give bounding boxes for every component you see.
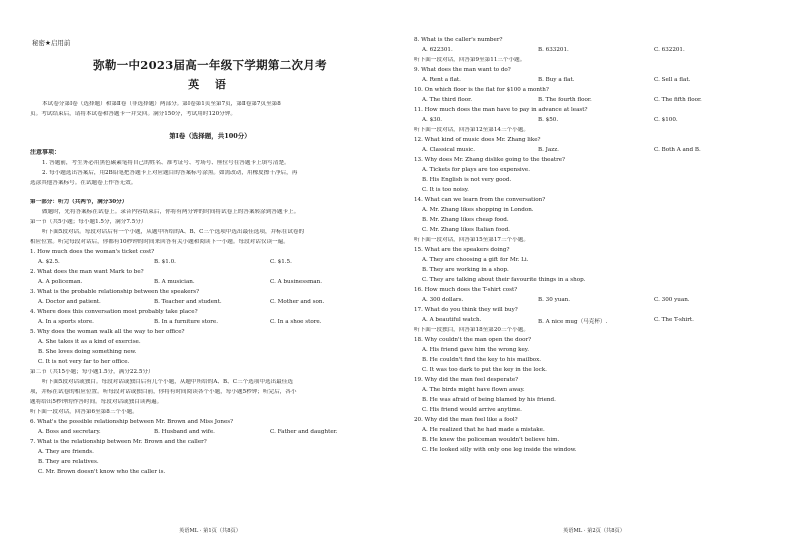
- option-c: C. In a shoe store.: [270, 319, 322, 325]
- secret-label: 秘密★启用前: [32, 39, 71, 47]
- option-a: A. She takes it as a kind of exercise.: [38, 339, 141, 345]
- option-b: B. The fourth floor.: [538, 97, 592, 103]
- listening-section2: 第二节（共15小题；每小题1.5分，满分22.5分）: [30, 369, 154, 375]
- option-b: B. A nice mug（马克杯）.: [538, 319, 608, 325]
- question-stem: 12. What kind of music does Mr. Zhang like?: [414, 137, 541, 143]
- option-b: B. 633201.: [538, 47, 569, 53]
- question-stem: 18. Why couldn't the man open the door?: [414, 337, 532, 343]
- page-left: [30, 0, 390, 544]
- question-stem: 15. What are the speakers doing?: [414, 247, 510, 253]
- notice-line: 2. 每小题选出答案后，用2B铅笔把答题卡上对应题目的答案标号涂黑。如需改动，用橡皮擦干净后，再: [42, 170, 298, 176]
- option-c: C. Sell a flat.: [654, 77, 691, 83]
- option-b: B. They are working in a shop.: [422, 267, 509, 273]
- option-c: C. It is too noisy.: [422, 187, 469, 193]
- option-c: C. $100.: [654, 117, 678, 123]
- option-b: B. He couldn't find the key to his mailbox.: [422, 357, 542, 363]
- intro-line: 本试卷分第Ⅰ卷（选择题）和第Ⅱ卷（非选择题）两部分。第Ⅰ卷第1页至第7页，第Ⅱ卷第7页至第8: [42, 101, 281, 107]
- option-a: A. His friend gave him the wrong key.: [422, 347, 529, 353]
- option-a: A. 622301.: [422, 47, 453, 53]
- option-c: C. The T-shirt.: [654, 317, 694, 323]
- option-b: B. His English is not very good.: [422, 177, 512, 183]
- question-stem: 6. What's the possible relationship between Mr. Brown and Miss Jones?: [30, 419, 234, 425]
- notice-heading: 注意事项：: [30, 149, 61, 156]
- option-c: C. A businessman.: [270, 279, 322, 285]
- question-stem: 11. How much does the man have to pay in advance at least?: [414, 107, 588, 113]
- option-b: B. $1.0.: [154, 259, 176, 265]
- question-stem: 4. Where does this conversation most probably take place?: [30, 309, 198, 315]
- option-a: A. In a sports store.: [38, 319, 94, 325]
- option-c: C. He looked silly with only one leg inside the window.: [422, 447, 577, 453]
- option-b: B. He was afraid of being blamed by his friend.: [422, 397, 556, 403]
- option-c: C. $1.5.: [270, 259, 292, 265]
- intro-line: 页。考试结束后，请将本试卷和答题卡一并交回。满分150分，考试用时120分钟。: [30, 111, 236, 117]
- question-stem: 5. Why does the woman walk all the way to her office?: [30, 329, 185, 335]
- question-stem: 14. What can we learn from the conversation?: [414, 197, 546, 203]
- option-a: A. $2.5.: [38, 259, 60, 265]
- option-c: C. It is not very far to her office.: [38, 359, 130, 365]
- option-b: B. He knew the policeman wouldn't believe him.: [422, 437, 560, 443]
- listening-section2: 听下面5段对话或独白。每段对话或独白后有几个小题，从题中所给的A、B、C三个选项中选出最佳选: [42, 379, 293, 385]
- option-a: A. The birds might have flown away.: [422, 387, 525, 393]
- option-b: B. Buy a flat.: [538, 77, 575, 83]
- option-b: B. They are relatives.: [38, 459, 99, 465]
- option-c: C. Father and daughter.: [270, 429, 338, 435]
- listening-note: 听下面一段对话，回答第15至第17三个小题。: [414, 237, 529, 243]
- option-c: C. The fifth floor.: [654, 97, 702, 103]
- option-c: C. Mr. Zhang likes Italian food.: [422, 227, 510, 233]
- listening-section2: 听下面一段对话，回答第6至第8三个小题。: [30, 409, 138, 415]
- option-a: A. Boss and secretary.: [38, 429, 101, 435]
- notice-line: 选涂其他答案标号。在试题卷上作答无效。: [30, 180, 137, 186]
- option-c: C. They are talking about their favourite things in a shop.: [422, 277, 586, 283]
- listening-section2: 项，并标在试卷的相应位置。听每段对话或独白前，你将有时间阅读各个小题，每小题5秒钟；听完后，各小: [30, 389, 297, 395]
- option-c: C. His friend would arrive anytime.: [422, 407, 522, 413]
- option-c: C. 632201.: [654, 47, 685, 53]
- question-stem: 10. On which floor is the flat for $100 a month?: [414, 87, 549, 93]
- question-stem: 1. How much does the woman's ticket cost?: [30, 249, 155, 255]
- option-a: A. 300 dollars.: [422, 297, 464, 303]
- option-c: C. Both A and B.: [654, 147, 701, 153]
- listening-desc: 做题时，先将答案标在试卷上。录音内容结束后，你将有两分钟的时间将试卷上的答案转涂到答题卡上。: [42, 209, 300, 215]
- option-a: A. They are choosing a gift for Mr. Li.: [422, 257, 529, 263]
- listening-note: 听下面一段独白，回答第18至第20三个小题。: [414, 327, 529, 333]
- page-right: [414, 0, 774, 544]
- option-a: A. They are friends.: [38, 449, 94, 455]
- notice-line: 1. 答题前，考生务必用黑色碳素笔将自己的姓名、准考证号、考场号、座位号在答题卡上填写清楚。: [42, 160, 290, 166]
- option-a: A. The third floor.: [422, 97, 472, 103]
- page-footer-right: 英语ML · 第2页（共8页）: [563, 528, 625, 534]
- question-stem: 2. What does the man want Mark to be?: [30, 269, 144, 275]
- option-b: B. Jazz.: [538, 147, 559, 153]
- option-b: B. Teacher and student.: [154, 299, 222, 305]
- option-b: B. 30 yuan.: [538, 297, 571, 303]
- option-b: B. Mr. Zhang likes cheap food.: [422, 217, 509, 223]
- option-c: C. Mr. Brown doesn't know who the caller is.: [38, 469, 166, 475]
- option-c: C. It was too dark to put the key in the lock.: [422, 367, 547, 373]
- listening-heading: 第一部分：听力（共两节，满分30分）: [30, 199, 128, 205]
- question-stem: 19. Why did the man feel desperate?: [414, 377, 519, 383]
- option-b: B. $50.: [538, 117, 559, 123]
- question-stem: 8. What is the caller's number?: [414, 37, 503, 43]
- question-stem: 3. What is the probable relationship between the speakers?: [30, 289, 200, 295]
- listening-desc: 听下面5段对话。每段对话后有一个小题，从题中所给的A、B、C三个选项中选出最佳选项，并标在试卷的: [42, 229, 305, 235]
- question-stem: 20. Why did the man feel like a fool?: [414, 417, 518, 423]
- option-a: A. Tickets for plays are too expensive.: [422, 167, 530, 173]
- option-b: B. She loves doing something new.: [38, 349, 137, 355]
- option-a: A. Doctor and patient.: [38, 299, 101, 305]
- option-a: A. A beautiful watch.: [422, 317, 482, 323]
- page-footer-left: 英语ML · 第1页（共8页）: [179, 528, 241, 534]
- option-a: A. $30.: [422, 117, 443, 123]
- part1-title: 第Ⅰ卷（选择题，共100分）: [169, 132, 251, 140]
- question-stem: 13. Why does Mr. Zhang dislike going to the theatre?: [414, 157, 566, 163]
- listening-section2: 题将给出5秒钟的作答时间。每段对话或独白读两遍。: [30, 399, 163, 405]
- exam-title: 弥勒一中2023届高一年级下学期第二次月考: [93, 58, 327, 72]
- option-a: A. Classical music.: [422, 147, 476, 153]
- option-a: A. Rent a flat.: [422, 77, 461, 83]
- option-b: B. A musician.: [154, 279, 195, 285]
- question-stem: 16. How much does the T-shirt cost?: [414, 287, 518, 293]
- option-a: A. Mr. Zhang likes shopping in London.: [422, 207, 534, 213]
- option-c: C. 300 yuan.: [654, 297, 690, 303]
- option-a: A. He realized that he had made a mistake.: [422, 427, 545, 433]
- listening-note: 听下面一段对话，回答第12至第14三个小题。: [414, 127, 529, 133]
- option-b: B. Husband and wife.: [154, 429, 215, 435]
- option-c: C. Mother and son.: [270, 299, 325, 305]
- exam-subject: 英 语: [188, 78, 232, 91]
- question-stem: 7. What is the relationship between Mr. Brown and the caller?: [30, 439, 207, 445]
- question-stem: 9. What does the man want to do?: [414, 67, 511, 73]
- listening-desc: 相应位置。听完每段对话后，你都有10秒钟的时间来回答有关小题和阅读下一小题。每段对话仅读一遍。: [30, 239, 289, 245]
- option-b: B. In a furniture store.: [154, 319, 218, 325]
- listening-note: 听下面一段对话，回答第9至第11三个小题。: [414, 57, 526, 63]
- option-a: A. A policeman.: [38, 279, 83, 285]
- question-stem: 17. What do you think they will buy?: [414, 307, 518, 313]
- listening-desc: 第一节（共5小题；每小题1.5分，满分7.5分）: [30, 219, 147, 225]
